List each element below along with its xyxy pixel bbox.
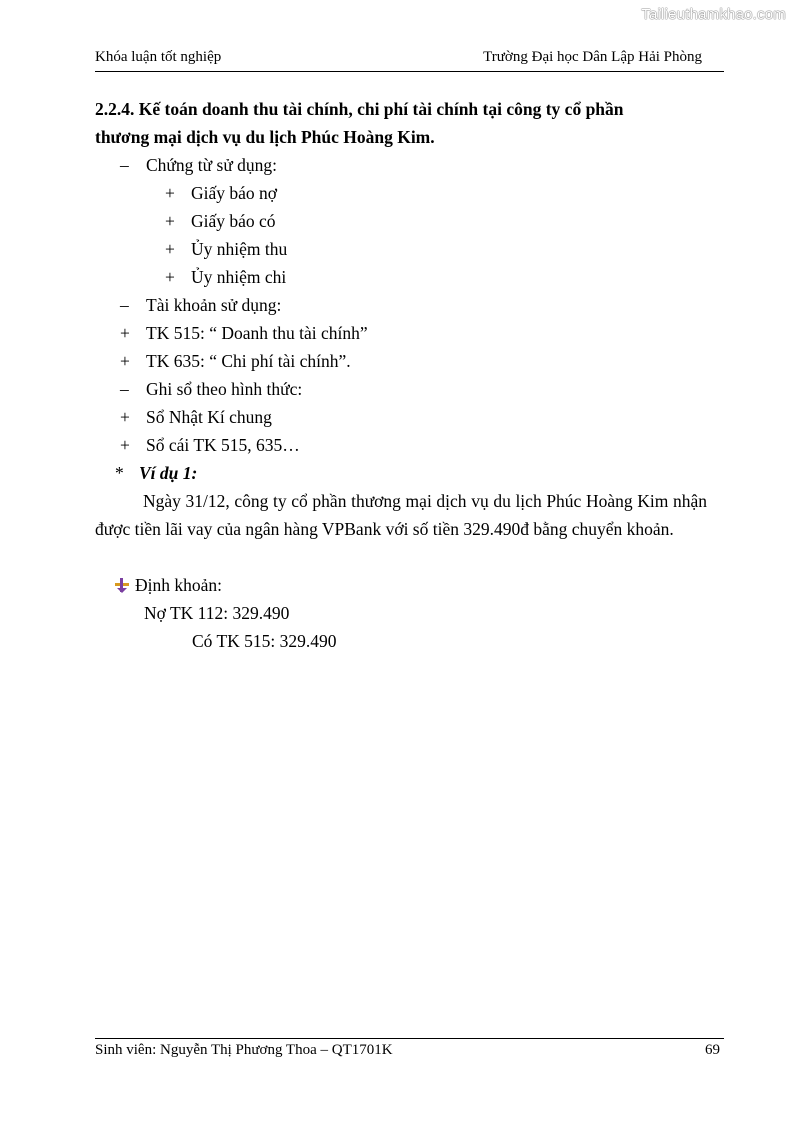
list-item-text: Sổ cái TK 515, 635…: [146, 435, 300, 455]
page-footer: [95, 1038, 724, 1064]
list-item: [165, 235, 287, 263]
example-paragraph: Ngày 31/12, công ty cổ phần thương mại dịch vụ du lịch Phúc Hoàng Kim nhận được tiền lãi vay của ngân hàng VPBank với số tiền 329.490đ bằng chuyển khoản.: [95, 491, 707, 539]
list-marker: +: [165, 183, 175, 203]
list-item-text: Ủy nhiệm chi: [191, 267, 287, 287]
list-marker: +: [165, 267, 175, 287]
list-item-text: Chứng từ sử dụng:: [146, 155, 278, 175]
list-item: [120, 375, 302, 403]
list-marker: –: [120, 295, 129, 315]
entry-label: Định khoản:: [135, 575, 223, 595]
list-item-text: Sổ Nhật Kí chung: [146, 407, 272, 427]
list-item: [165, 179, 277, 207]
example-marker: *: [115, 463, 124, 483]
page-header: [95, 49, 724, 72]
list-item: [120, 151, 277, 179]
list-item: [120, 347, 351, 375]
list-item-text: TK 515: “ Doanh thu tài chính”: [146, 323, 368, 343]
section-heading-line-1: 2.2.4. Kế toán doanh thu tài chính, chi phí tài chính tại công ty cổ phần: [95, 99, 624, 119]
debit-entry: Nợ TK 112: 329.490: [144, 603, 290, 623]
list-item: [120, 431, 300, 459]
list-item-text: TK 635: “ Chi phí tài chính”.: [146, 351, 351, 371]
entry-label-line: [115, 571, 222, 599]
arrow-bullet-icon: [115, 578, 129, 592]
list-marker: +: [120, 323, 130, 343]
list-item-text: Tài khoản sử dụng:: [146, 295, 282, 315]
example-title-line: [115, 459, 197, 487]
example-title: Ví dụ 1:: [139, 463, 198, 483]
list-marker: +: [165, 211, 175, 231]
page-content: [95, 95, 715, 651]
list-item: [120, 403, 272, 431]
list-item-text: Giấy báo nợ: [191, 183, 278, 203]
header-thesis-label: Khóa luận tốt nghiệp: [95, 49, 222, 65]
list-marker: +: [165, 239, 175, 259]
list-item-text: Ủy nhiệm thu: [191, 239, 288, 259]
list-item-text: Ghi sổ theo hình thức:: [146, 379, 303, 399]
list-marker: +: [120, 407, 130, 427]
footer-student: Sinh viên: Nguyễn Thị Phương Thoa – QT1701K: [95, 1042, 393, 1058]
page-number: 69: [705, 1042, 720, 1058]
list-marker: +: [120, 435, 130, 455]
header-university: Trường Đại học Dân Lập Hải Phòng: [483, 49, 702, 65]
watermark: Tailieuthamkhao.com: [641, 6, 786, 23]
list-marker: +: [120, 351, 130, 371]
list-item: [120, 291, 281, 319]
section-heading-line-2: thương mại dịch vụ du lịch Phúc Hoàng Kim.: [95, 127, 435, 147]
list-marker: –: [120, 155, 129, 175]
list-marker: –: [120, 379, 129, 399]
list-item: [165, 207, 276, 235]
credit-entry: Có TK 515: 329.490: [192, 631, 337, 651]
list-item-text: Giấy báo có: [191, 211, 276, 231]
section-heading: [95, 95, 715, 151]
list-item: [165, 263, 286, 291]
list-item: [120, 319, 368, 347]
